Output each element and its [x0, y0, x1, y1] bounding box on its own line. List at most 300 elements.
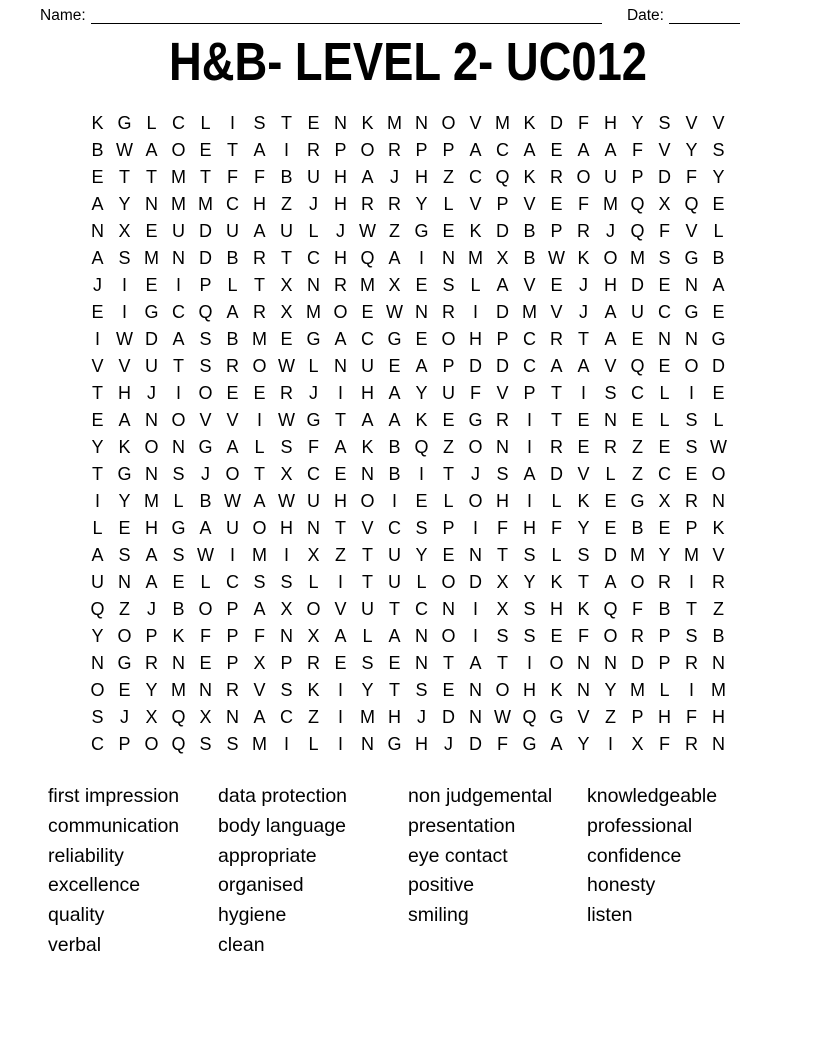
grid-letter: C [280, 707, 293, 728]
grid-letter: N [712, 653, 725, 674]
grid-letter: Y [415, 383, 428, 404]
grid-letter: I [472, 626, 478, 647]
grid-letter: T [335, 410, 346, 431]
grid-letter: Q [495, 167, 510, 188]
grid-letter: L [416, 572, 427, 593]
grid-letter: Y [415, 194, 428, 215]
grid-letter: M [603, 194, 618, 215]
grid-letter: U [442, 383, 455, 404]
grid-letter: K [91, 113, 104, 134]
grid-letter: G [144, 302, 159, 323]
grid-letter: A [91, 545, 104, 566]
grid-letter: R [334, 275, 347, 296]
grid-letter: T [551, 383, 562, 404]
word-list-item: reliability [48, 844, 124, 867]
grid-letter: S [199, 329, 212, 350]
grid-letter: X [388, 275, 401, 296]
grid-letter: Y [577, 518, 590, 539]
grid-letter: O [252, 518, 267, 539]
grid-letter: W [116, 329, 133, 350]
grid-letter: J [336, 221, 345, 242]
grid-letter: M [198, 194, 213, 215]
grid-letter: A [604, 329, 617, 350]
grid-letter: P [442, 140, 455, 161]
grid-letter: D [145, 329, 158, 350]
grid-letter: I [526, 653, 532, 674]
grid-letter: F [227, 167, 238, 188]
grid-letter: U [361, 356, 374, 377]
grid-letter: F [659, 734, 670, 755]
grid-letter: E [712, 302, 725, 323]
grid-letter: S [118, 545, 131, 566]
word-list-item: confidence [587, 844, 682, 867]
page-title: H&B- LEVEL 2- UC012 [168, 32, 648, 93]
word-list-item: honesty [587, 874, 656, 897]
word-list-item: data protection [218, 785, 348, 808]
grid-letter: K [361, 437, 374, 458]
grid-letter: U [280, 221, 293, 242]
grid-letter: P [496, 329, 509, 350]
grid-letter: V [496, 383, 509, 404]
grid-letter: E [415, 275, 428, 296]
grid-letter: I [391, 491, 397, 512]
grid-letter: R [685, 653, 698, 674]
word-list-item: clean [218, 934, 265, 957]
grid-letter: I [175, 383, 181, 404]
grid-letter: E [631, 329, 644, 350]
word-list-column [587, 782, 717, 961]
grid-letter: Y [604, 680, 617, 701]
grid-letter: X [631, 734, 644, 755]
word-list [0, 782, 816, 961]
grid-letter: N [334, 113, 347, 134]
grid-letter: I [229, 545, 235, 566]
grid-letter: S [415, 680, 428, 701]
grid-letter: N [469, 545, 482, 566]
grid-letter: T [443, 653, 454, 674]
grid-letter: I [688, 572, 694, 593]
grid-letter: D [496, 356, 509, 377]
word-list-item: first impression [48, 785, 180, 808]
grid-letter: O [171, 140, 186, 161]
grid-letter: S [685, 437, 698, 458]
grid-letter: E [658, 275, 671, 296]
grid-letter: T [92, 464, 103, 485]
grid-letter: C [469, 167, 482, 188]
grid-letter: F [578, 626, 589, 647]
word-list-column [218, 782, 408, 961]
grid-letter: L [308, 734, 319, 755]
grid-letter: I [472, 518, 478, 539]
grid-letter: G [306, 410, 321, 431]
grid-letter: B [388, 437, 401, 458]
grid-letter: A [253, 707, 266, 728]
grid-letter: T [443, 464, 454, 485]
grid-letter: O [198, 599, 213, 620]
grid-letter: E [307, 113, 320, 134]
grid-letter: M [144, 491, 159, 512]
grid-letter: N [172, 653, 185, 674]
grid-letter: H [469, 329, 482, 350]
grid-letter: D [469, 572, 482, 593]
grid-letter: L [551, 491, 562, 512]
grid-letter: V [91, 356, 104, 377]
grid-letter: U [388, 572, 401, 593]
grid-letter: Q [684, 194, 699, 215]
grid-letter: J [417, 707, 426, 728]
grid-letter: C [496, 140, 509, 161]
grid-letter: P [226, 599, 239, 620]
grid-letter: H [145, 518, 158, 539]
word-list-item: smiling [408, 904, 469, 927]
grid-letter: U [307, 167, 320, 188]
grid-letter: E [145, 275, 158, 296]
grid-letter: C [523, 356, 536, 377]
grid-letter: Q [414, 437, 429, 458]
grid-letter: X [118, 221, 131, 242]
grid-letter: O [495, 680, 510, 701]
grid-letter: N [658, 329, 671, 350]
grid-letter: H [550, 599, 563, 620]
grid-letter: Q [522, 707, 537, 728]
grid-letter: B [712, 626, 725, 647]
grid-letter: E [685, 464, 698, 485]
grid-letter: P [118, 734, 131, 755]
grid-letter: A [334, 437, 347, 458]
grid-letter: N [685, 275, 698, 296]
grid-letter: A [361, 410, 374, 431]
grid-letter: T [281, 113, 292, 134]
grid-letter: A [577, 140, 590, 161]
word-list-item: knowledgeable [587, 785, 718, 808]
grid-letter: P [145, 626, 158, 647]
grid-letter: X [496, 248, 509, 269]
grid-letter: N [604, 653, 617, 674]
grid-letter: K [361, 113, 374, 134]
grid-letter: E [334, 653, 347, 674]
grid-letter: S [658, 113, 671, 134]
grid-letter: X [658, 194, 671, 215]
word-list-item: appropriate [218, 844, 317, 867]
grid-letter: L [470, 275, 481, 296]
grid-letter: S [523, 599, 536, 620]
grid-letter: M [522, 302, 537, 323]
grid-letter: I [283, 140, 289, 161]
grid-letter: Z [389, 221, 400, 242]
grid-letter: F [497, 518, 508, 539]
grid-letter: V [334, 599, 347, 620]
grid-letter: P [226, 626, 239, 647]
grid-letter: T [362, 572, 373, 593]
grid-letter: M [252, 734, 267, 755]
grid-letter: U [226, 518, 239, 539]
grid-letter: T [200, 167, 211, 188]
grid-letter: V [523, 194, 536, 215]
grid-letter: Y [658, 545, 671, 566]
grid-letter: T [254, 464, 265, 485]
grid-letter: Q [630, 221, 645, 242]
grid-letter: F [254, 167, 265, 188]
grid-letter: K [172, 626, 185, 647]
grid-letter: M [144, 248, 159, 269]
grid-letter: M [171, 680, 186, 701]
grid-letter: S [577, 545, 590, 566]
grid-letter: L [308, 356, 319, 377]
grid-letter: V [577, 707, 590, 728]
grid-letter: F [686, 707, 697, 728]
grid-letter: H [334, 491, 347, 512]
grid-letter: E [253, 383, 266, 404]
grid-letter: Q [198, 302, 213, 323]
grid-letter: N [442, 248, 455, 269]
grid-letter: R [712, 572, 725, 593]
word-list-item: presentation [408, 814, 516, 837]
grid-letter: C [172, 113, 185, 134]
grid-letter: Y [91, 437, 104, 458]
grid-letter: E [442, 545, 455, 566]
grid-letter: J [201, 464, 210, 485]
grid-letter: X [496, 572, 509, 593]
grid-letter: I [256, 410, 262, 431]
grid-letter: N [577, 680, 590, 701]
grid-letter: J [309, 383, 318, 404]
grid-letter: S [172, 545, 185, 566]
grid-letter: V [469, 113, 482, 134]
grid-letter: N [712, 734, 725, 755]
grid-letter: A [226, 302, 239, 323]
grid-letter: A [415, 356, 428, 377]
grid-letter: G [171, 518, 186, 539]
grid-letter: O [468, 491, 483, 512]
grid-letter: N [604, 410, 617, 431]
grid-letter: B [226, 329, 239, 350]
grid-letter: H [604, 275, 617, 296]
grid-letter: A [91, 194, 104, 215]
grid-letter: K [523, 167, 536, 188]
grid-letter: C [172, 302, 185, 323]
grid-letter: I [418, 248, 424, 269]
grid-letter: O [171, 410, 186, 431]
grid-letter: V [685, 113, 698, 134]
grid-letter: L [605, 464, 616, 485]
grid-letter: H [415, 167, 428, 188]
grid-letter: R [685, 734, 698, 755]
grid-letter: G [387, 329, 402, 350]
grid-letter: U [307, 491, 320, 512]
grid-letter: F [686, 167, 697, 188]
grid-letter: A [253, 140, 266, 161]
grid-letter: N [361, 464, 374, 485]
grid-letter: C [226, 572, 239, 593]
grid-letter: A [145, 572, 158, 593]
word-list-item: communication [48, 814, 180, 837]
grid-letter: M [684, 545, 699, 566]
grid-letter: G [117, 113, 132, 134]
grid-letter: A [253, 491, 266, 512]
grid-letter: N [496, 437, 509, 458]
grid-letter: S [361, 653, 374, 674]
grid-letter: A [388, 248, 401, 269]
grid-letter: I [472, 302, 478, 323]
grid-letter: K [577, 599, 590, 620]
grid-letter: T [281, 248, 292, 269]
grid-letter: R [226, 356, 239, 377]
grid-letter: E [712, 194, 725, 215]
grid-letter: C [658, 464, 671, 485]
grid-letter: A [334, 626, 347, 647]
grid-letter: I [337, 680, 343, 701]
grid-letter: P [334, 140, 347, 161]
grid-letter: U [172, 221, 185, 242]
grid-letter: J [606, 221, 615, 242]
grid-letter: T [497, 545, 508, 566]
grid-letter: A [388, 410, 401, 431]
grid-letter: E [118, 680, 131, 701]
word-list-item: positive [408, 874, 475, 897]
word-list-item: eye contact [408, 844, 508, 867]
grid-letter: I [472, 599, 478, 620]
grid-letter: N [442, 599, 455, 620]
grid-letter: L [713, 221, 724, 242]
grid-letter: Z [281, 194, 292, 215]
grid-letter: C [361, 329, 374, 350]
grid-letter: T [551, 410, 562, 431]
grid-letter: O [252, 356, 267, 377]
grid-letter: E [712, 383, 725, 404]
grid-letter: H [334, 167, 347, 188]
grid-letter: P [658, 626, 671, 647]
grid-letter: D [631, 653, 644, 674]
grid-letter: N [172, 437, 185, 458]
grid-letter: X [280, 464, 293, 485]
grid-letter: P [685, 518, 698, 539]
grid-letter: V [469, 194, 482, 215]
grid-letter: J [309, 194, 318, 215]
grid-letter: Q [171, 734, 186, 755]
grid-letter: D [712, 356, 725, 377]
grid-letter: L [227, 275, 238, 296]
grid-letter: N [145, 410, 158, 431]
grid-letter: W [278, 491, 295, 512]
grid-letter: S [685, 410, 698, 431]
grid-letter: G [414, 221, 429, 242]
grid-letter: A [496, 275, 509, 296]
grid-letter: E [442, 680, 455, 701]
grid-letter: I [688, 680, 694, 701]
grid-letter: O [333, 302, 348, 323]
grid-letter: P [523, 383, 536, 404]
grid-letter: O [468, 437, 483, 458]
grid-letter: A [604, 572, 617, 593]
grid-letter: P [199, 275, 212, 296]
grid-letter: J [120, 707, 129, 728]
grid-letter: R [550, 437, 563, 458]
grid-letter: O [549, 653, 564, 674]
grid-letter: X [658, 491, 671, 512]
grid-letter: O [441, 113, 456, 134]
grid-letter: I [283, 545, 289, 566]
grid-letter: T [173, 356, 184, 377]
grid-letter: H [361, 383, 374, 404]
grid-letter: G [306, 329, 321, 350]
grid-letter: D [496, 302, 509, 323]
grid-letter: L [659, 680, 670, 701]
grid-letter: H [280, 518, 293, 539]
grid-letter: S [604, 383, 617, 404]
grid-letter: F [254, 626, 265, 647]
grid-letter: M [711, 680, 726, 701]
grid-letter: N [118, 572, 131, 593]
grid-letter: S [442, 275, 455, 296]
grid-letter: F [200, 626, 211, 647]
grid-letter: D [631, 275, 644, 296]
grid-letter: F [551, 518, 562, 539]
grid-letter: I [418, 464, 424, 485]
grid-letter: T [362, 545, 373, 566]
grid-letter: P [658, 653, 671, 674]
word-list-item: verbal [48, 934, 102, 957]
grid-letter: H [496, 491, 509, 512]
grid-letter: M [252, 329, 267, 350]
grid-letter: V [226, 410, 239, 431]
grid-letter: H [712, 707, 725, 728]
grid-letter: I [121, 302, 127, 323]
grid-letter: H [388, 707, 401, 728]
grid-letter: F [308, 437, 319, 458]
grid-letter: E [199, 653, 212, 674]
grid-letter: P [442, 356, 455, 377]
grid-letter: X [253, 653, 266, 674]
grid-letter: E [91, 302, 104, 323]
grid-letter: Z [632, 437, 643, 458]
grid-letter: R [388, 140, 401, 161]
grid-letter: N [226, 707, 239, 728]
grid-letter: Y [118, 194, 131, 215]
grid-letter: O [441, 626, 456, 647]
grid-letter: O [711, 464, 726, 485]
grid-letter: O [630, 572, 645, 593]
grid-letter: B [523, 221, 536, 242]
grid-letter: E [550, 275, 563, 296]
grid-letter: Y [712, 167, 725, 188]
grid-letter: S [658, 248, 671, 269]
grid-letter: P [442, 518, 455, 539]
grid-letter: Z [713, 599, 724, 620]
grid-letter: O [603, 248, 618, 269]
grid-letter: R [550, 167, 563, 188]
grid-letter: K [550, 680, 563, 701]
grid-letter: S [523, 545, 536, 566]
grid-letter: U [226, 221, 239, 242]
grid-letter: A [361, 167, 374, 188]
grid-letter: L [443, 491, 454, 512]
grid-letter: K [469, 221, 482, 242]
grid-letter: P [631, 167, 644, 188]
grid-letter: N [415, 626, 428, 647]
grid-letter: L [200, 113, 211, 134]
grid-letter: Y [145, 680, 158, 701]
grid-letter: L [551, 545, 562, 566]
grid-letter: N [145, 464, 158, 485]
grid-letter: C [91, 734, 104, 755]
grid-letter: J [579, 275, 588, 296]
grid-letter: U [91, 572, 104, 593]
grid-letter: B [280, 167, 293, 188]
grid-letter: V [550, 302, 563, 323]
grid-letter: E [631, 410, 644, 431]
grid-letter: T [146, 167, 157, 188]
grid-letter: D [199, 221, 212, 242]
